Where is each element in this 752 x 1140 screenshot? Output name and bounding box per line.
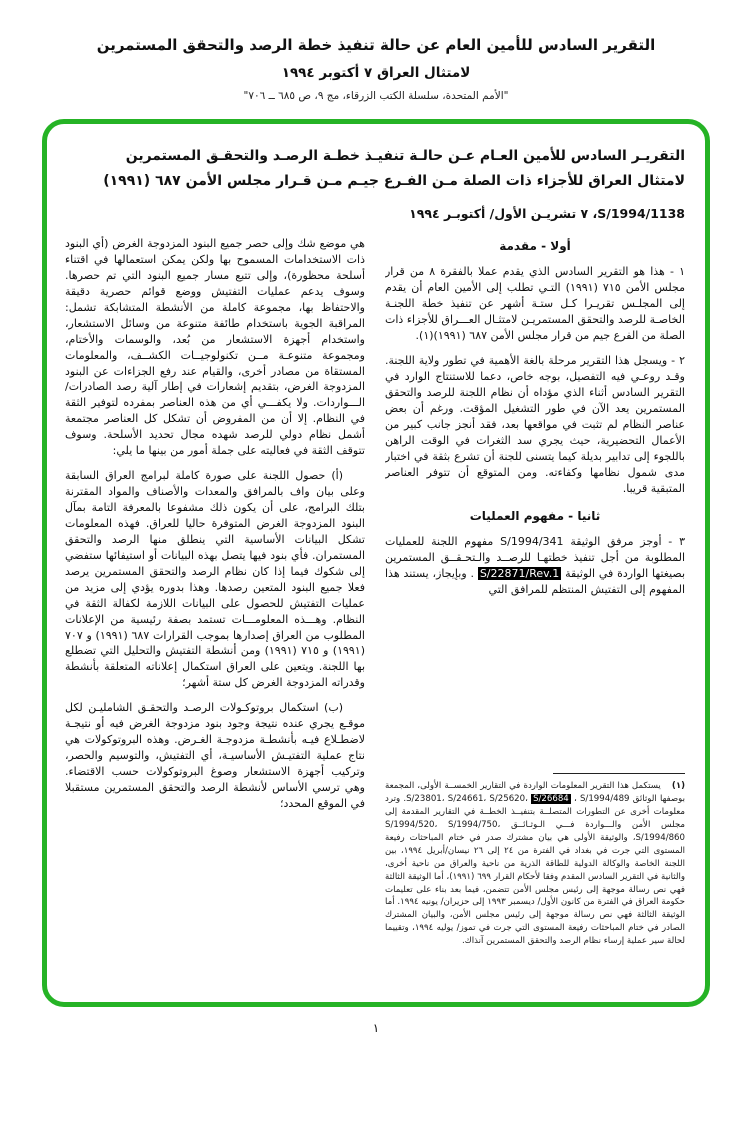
paragraph-1: ١ - هذا هو التقرير السادس الذي يقدم عملا بالفقرة ٨ من قرار مجلس الأمن ٧١٥ (١٩٩١) التـي تطلب إلى الأمين العام أن يقدم إلى المجلـس تقريـرا كـل ستـة أشهر عن تنفيذ خطة اللجنـة الخاصـة للرصد والتحقق المستمريـن لامتثـال العـــراق للأجزاء ذات الصلة من الفرع جيم من قرار مجلس الأمن ٦٨٧ (١٩٩١)(١).: [385, 265, 685, 343]
green-border-frame: [42, 119, 710, 1007]
paragraph-3-text: ٣ - أوجز مرفق الوثيقة: [563, 534, 685, 548]
two-column-body: [65, 236, 685, 948]
document-symbol-s1994-341: S/1994/341: [500, 534, 564, 548]
header-source-line: "الأمم المتحدة، سلسلة الكتب الزرقاء، مج ٩، ص ٦٨٥ ــ ٧٠٦": [243, 90, 509, 102]
section-heading-introduction: أولا - مقدمة: [499, 239, 571, 253]
header-title-line1: التقرير السادس للأمين العام عن حالة تنفيذ خطة الرصد والتحقق المستمرين: [96, 36, 656, 54]
paragraph-2: ٢ - ويسجل هذا التقرير مرحلة بالغة الأهمية في تطور ولاية اللجنة. وقـد روعـي فيه التفصيل، بوجه خاص، دعما للاستنتاج الوارد في التقرير السادس أثناء الذي مؤداه أن نظام اللجنة للرصد والتحقق المستمرين يعد الآن في طور التشغيل المؤقت. ورغم أن بعض عناصر النظام لم تثبت في مواقعها بعد، فقد أنجز جانب كبير من الأعمال التحضيرية، حيث يجري سد الثغرات في الوقت الراهن باللجوء إلى تدابير بديلة كيما يتسنى للجنة أن تشرع بثقة في اختبار مدى شمول نظامها وكفاءته. ومن المتوقع أن تتوفر العناصر المتبقية قريبا.: [385, 354, 685, 495]
footnote-text: يستكمل هذا التقرير المعلومات الواردة في التقارير الخمســة الأولى، المجمعة بوصفها الوثائق S/23801، S/24661، S/25620،: [385, 781, 685, 805]
footnote-marker: (١): [671, 781, 685, 792]
header-title-line2: لامتثال العراق ٧ أكتوبر ١٩٩٤: [281, 65, 471, 81]
column-right: [385, 236, 685, 948]
paragraph-3-text: . وبإيجاز، يستند هذا المفهوم إلى التفتيش المنتظم للمرافق التي: [385, 566, 685, 596]
page-number: ١: [372, 1021, 380, 1035]
paragraph-3: [385, 534, 685, 598]
footnote-text: ، S/1994/489. وترد معلومات أخرى عن التطورات المتصلــة بتنفيــذ الخطــة في التقارير المقدمة إلى مجلس الأمن والـــواردة فـــي الـوثـائــق S/1994/520، S/1994/750، S/1994/860، والوثيقة الأولى هي بيان مشترك صدر في ختام المباحثات رفيعة المستوى التي جرت في بغداد في الفترة من ٢٤ إلى ٢٦ نيسان/أبريل ١٩٩٤، بين اللجنة الخاصة والوكالة الدولية للطاقة الذرية من ناحية والعراق من ناحية أخرى، والثانية في التقرير السادس المقدم وفقا لأحكام القرار ٦٩٩ (١٩٩١)، أما الوثيقة الثالثة فهي نص رسالة موجهة إلى رئيس مجلس الأمن تتضمن، فيما بعد بناء على تعليمات حكومة العراق في الفترة من كانون الأول/ ديسمبر ١٩٩٣ إلى حزيران/ يونيه ١٩٩٤. أما الوثيقة الثالثة فهي نص رسالة موجهة إلى رئيس مجلس الأمن، والبيان المشترك الصادر في ختام المباحثات رفيعة المستوى التي جرت في تموز/ يوليه ١٩٩٤، وتقييما لحالة سير عملية إرساء نظام الرصد والتحقق المستمرين آنذاك.: [385, 794, 685, 947]
document-symbol-s22871-rev1-highlighted: S/22871/Rev.1: [479, 566, 560, 580]
footnote-block: [385, 773, 685, 948]
report-title: التقريـر السادس للأمين العـام عـن حالـة تنفيـذ خطـة الرصـد والتحقـق المستمرين لامتثال العراق للأجزاء ذات الصلة مـن الفـرع جيـم مـن قـرار مجلس الأمن ٦٨٧ (١٩٩١): [103, 148, 685, 189]
footnote-separator-rule: [553, 773, 685, 774]
paragraph-3-text: مفهوم اللجنة للعمليات المطلوبة من أجل تنفيذ خطتهـا للرصــد والـتحـقــق المستمرين بصيغتها الواردة في الوثيقة: [385, 534, 685, 580]
document-symbol-s26684-highlighted: S/26684: [533, 794, 569, 805]
footnote-1: [385, 780, 685, 948]
document-header: [0, 0, 752, 102]
column-left: [65, 236, 365, 948]
report-symbol-date: S/1994/1138، ٧ تشريـن الأول/ أكتوبـر ١٩٩٤: [409, 206, 685, 221]
paragraph-3-continuation: هي موضع شك وإلى حصر جميع البنود المزدوجة الغرض (أي البنود ذات الاستخدامات المسموح بها ولكن يمكن استعمالها في اقتناء أسلحة محظورة)، وإلى تتبع مسار جميع البنود التي تم حصرها. وسوف يدعم عمليات التفتيش ووضع قوائم حصرية دقيقة والاحتفاظ بها، مجموعة كاملة من الأنشطة المتشابكة تشمل: المراقبة الجوية باستخدام طائفة متنوعة من وسائل الاستشعار، واستخدام أجهزة الاستشعار من بُعد، والوسمات والأختام، ومجموعة متنوعـة مــن تكنولوجيــات الكشــف، والمعلومات المستقاة من مصادر أخرى، والقيام عند رفع الجزاءات عن البنود المزدوجة الغرض، بتقديم إشعارات في إطار آلية رصد الصادرات/الـــواردات. ولا يكفـــي أي من هذه العناصر بمفرده لتوفير الثقة في النظام. إلا أن من المفروض أن تشكل كل العناصر مجتمعة أشمل نظام دولي للرصد شهده مجال تحديد الأسلحة. وسوف تتوقف الثقة في فعاليته على جملة أمور من بينها ما يلي:: [65, 237, 365, 458]
section-heading-operations-concept: ثانيا - مفهوم العمليات: [469, 508, 601, 523]
list-item-b: (ب) استكمال بروتوكـولات الرصـد والتحقـق الشامليـن لكل موقـع يجري عنده نتيجة وجود بنود مزدوجة الغرض فيه أو نتيجـة لاضطـلاع فيـه بأنشطـة مزدوجـة الغـرض. وهذه البروتوكولات هي نتاج عملية التفتيـش الأساسيـة، أي التفتيش، والتوسيم والحصر، وتركيب أجهزة الاستشعار وصوغ البروتوكولات حسب الاقتضاء. وهي ترسي الأساس لأنشطة الرصد والتحقق المستمرين مستقبلا في الموقع المحدد؛: [65, 701, 365, 810]
list-item-a: (أ) حصول اللجنة على صورة كاملة لبرامج العراق السابقة وعلى بيان واف بالمرافق والمعدات والأصناف والمواد المقترنة بتلك البرامج، على أن يكون ذلك مشفوعا بالمعرفة التامة بمآل البنود المزدوجة الغرض المتوفرة حاليا للعراق. فهذه المعلومات تشكل البيانات الأساسية التي ينطلق منها الرصد والتحقق المستمران. فأي بنود فيها يتصل بهذه البيانات أو استيفائها ستفضي إلى شكوك فيما إذا كان نظام الرصد والتحقق المستمرين يرصد فعلا جميع البنود المتعين رصدها. وهذا بدوره يؤدي إلى مزيد من عمليات التفتيش للحصول على البيانات اللازمة لكفالة الثقة في النظام. وهـــذه المعلومـــات تستمد بصفة رئيسية من الإعلانات المطلوب من العراق إصدارها بموجب القرارات ٦٨٧ (١٩٩١) و ٧٠٧ (١٩٩١) و ٧١٥ (١٩٩١) ومن أنشطة التفتيش والتحليل التي تضطلع بها اللجنة. ويتعين على العراق استكمال إعلاناته المتعلقة بأنشطة وقدراته المزدوجة الغرض كل ستة أشهر؛: [65, 469, 365, 690]
